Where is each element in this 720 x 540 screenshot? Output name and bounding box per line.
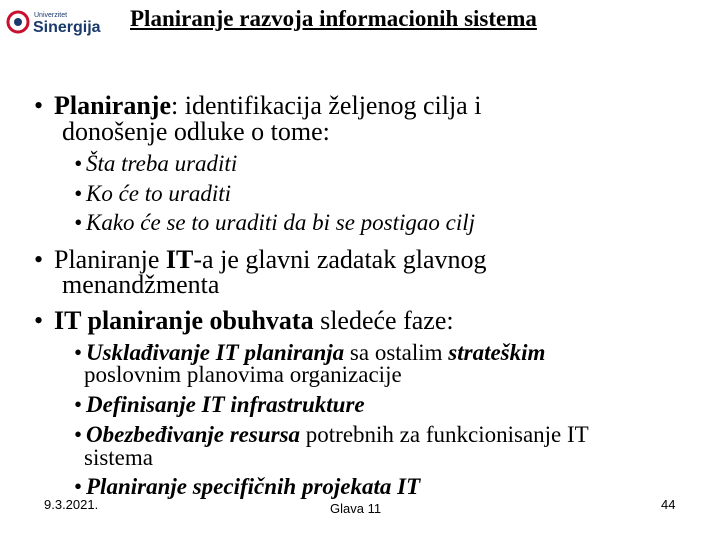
phase-uskladjivanje-line2: poslovnim planovima organizacije — [84, 362, 402, 387]
slide-title: Planiranje razvoja informacionih sistema — [130, 6, 537, 31]
bullet-it-planiranje: • IT planiranje obuhvata sledeće faze: — [34, 306, 454, 335]
phase-obezbedjivanje-line2: sistema — [84, 445, 153, 470]
bullet-planiranje-line2: donošenje odluke o tome: — [62, 117, 330, 146]
footer-chapter: Glava 11 — [330, 501, 382, 516]
university-logo — [6, 6, 102, 38]
bullet-planiranje-it-line2: menandžmenta — [62, 270, 220, 299]
footer-page-number: 44 — [661, 497, 676, 512]
phase-planiranje-projekata: • Planiranje specifičnih projekata IT — [74, 474, 421, 499]
sub-bullet-sta: • Šta treba uraditi — [74, 151, 238, 176]
bullet-planiranje: • Planiranje: identifikacija željenog cilja i — [34, 91, 482, 120]
logo-name: Sinergija — [33, 19, 101, 36]
phase-uskladjivanje: • Usklađivanje IT planiranja sa ostalim strateškim — [74, 340, 546, 365]
sub-bullet-kako: • Kako će se to uraditi da bi se postigao cilj — [74, 210, 476, 235]
sub-bullet-ko: • Ko će to uraditi — [74, 181, 232, 206]
phase-definisanje: • Definisanje IT infrastrukture — [74, 392, 365, 417]
footer-date: 9.3.2021. — [44, 497, 99, 512]
bullet-planiranje-it: • Planiranje IT-a je glavni zadatak glavnog — [34, 245, 487, 274]
logo-mark-icon — [6, 6, 102, 38]
logo-small-text: Univerzitet — [34, 12, 68, 19]
phase-obezbedjivanje: • Obezbeđivanje resursa potrebnih za funkcionisanje IT — [74, 422, 589, 447]
